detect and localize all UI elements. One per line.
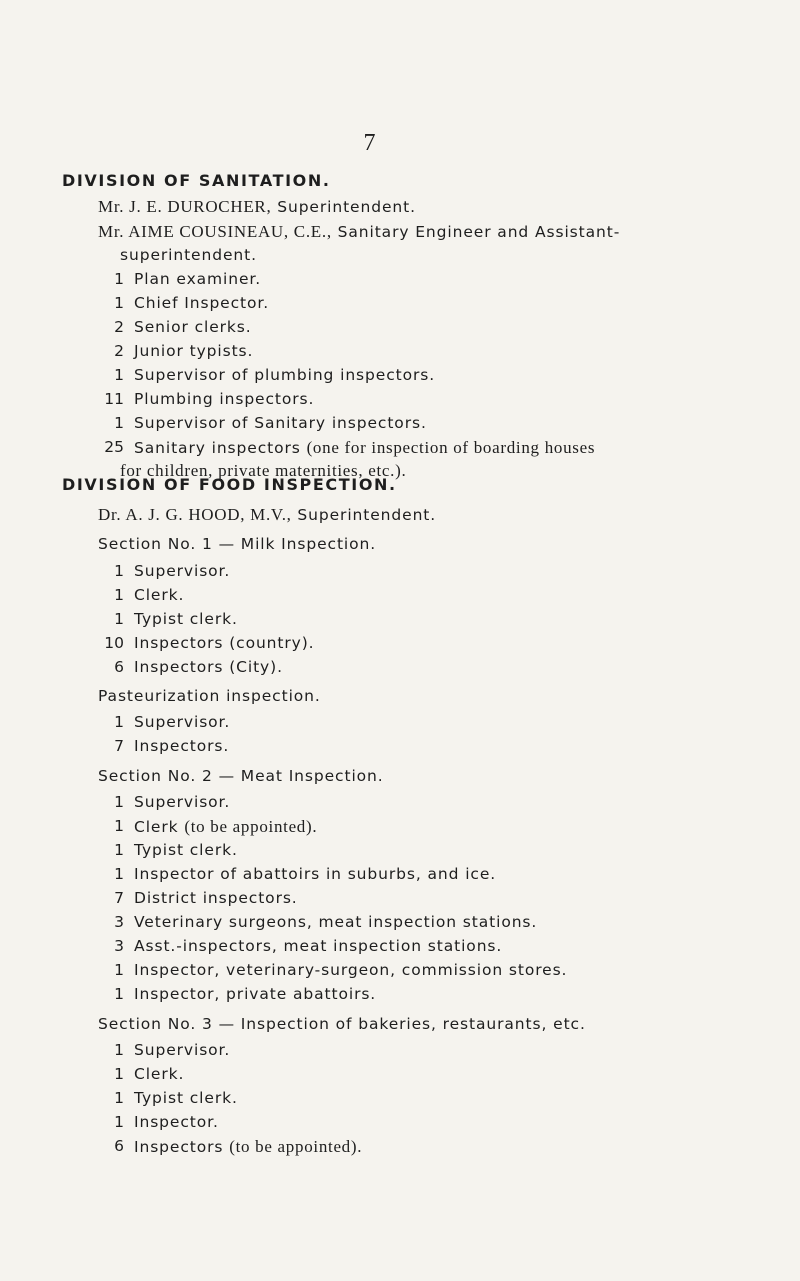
staff-count: 10 — [104, 634, 124, 652]
staff-title: Inspectors — [134, 1138, 224, 1156]
staff-count: 3 — [114, 913, 124, 931]
staff-title-with-note — [134, 1137, 362, 1157]
staff-count: 1 — [114, 1089, 124, 1107]
staff-count: 1 — [114, 610, 124, 628]
assistant-role-cont: superintendent. — [120, 246, 257, 264]
staff-title: Inspectors (City). — [134, 658, 283, 676]
staff-title: Supervisor. — [134, 562, 231, 580]
staff-count: 2 — [114, 318, 124, 336]
staff-title: Inspector, veterinary-surgeon, commission stores. — [134, 961, 568, 979]
staff-count: 1 — [114, 562, 124, 580]
staff-title: Inspector of abattoirs in suburbs, and ice. — [134, 865, 497, 883]
staff-title: Veterinary surgeons, meat inspection stations. — [134, 913, 538, 931]
staff-title: Clerk. — [134, 586, 185, 604]
staff-title: Supervisor. — [134, 1041, 231, 1059]
staff-title: Typist clerk. — [134, 1089, 238, 1107]
staff-count: 1 — [114, 414, 124, 432]
assistant-name: Mr. AIME COUSINEAU, C.E., — [98, 222, 332, 241]
staff-count: 6 — [114, 1137, 124, 1155]
staff-title: Clerk — [134, 818, 179, 836]
staff-title: Sanitary inspectors — [134, 439, 301, 457]
sanitation-superintendent — [98, 197, 416, 217]
staff-count: 1 — [114, 865, 124, 883]
staff-title: District inspectors. — [134, 889, 298, 907]
staff-count: 2 — [114, 342, 124, 360]
staff-count: 7 — [114, 889, 124, 907]
section1-title: Section No. 1 — Milk Inspection. — [98, 535, 377, 553]
staff-title: Junior typists. — [134, 342, 254, 360]
staff-title: Senior clerks. — [134, 318, 252, 336]
page-number: 7 — [363, 130, 376, 156]
staff-count: 1 — [114, 1065, 124, 1083]
staff-count: 1 — [114, 1041, 124, 1059]
section2-title: Section No. 2 — Meat Inspection. — [98, 767, 384, 785]
staff-title: Inspector. — [134, 1113, 219, 1131]
sanitation-heading: DIVISION OF SANITATION. — [62, 171, 331, 190]
staff-title-with-note — [134, 817, 317, 837]
staff-count: 1 — [114, 294, 124, 312]
staff-count: 1 — [114, 841, 124, 859]
staff-title: Plan examiner. — [134, 270, 262, 288]
staff-title: Plumbing inspectors. — [134, 390, 315, 408]
section3-title: Section No. 3 — Inspection of bakeries, restaurants, etc. — [98, 1015, 586, 1033]
staff-count: 1 — [114, 1113, 124, 1131]
staff-title: Chief Inspector. — [134, 294, 270, 312]
superintendent-role: Superintendent. — [277, 198, 416, 216]
staff-count: 1 — [114, 961, 124, 979]
staff-title: Asst.-inspectors, meat inspection stations. — [134, 937, 503, 955]
staff-count: 6 — [114, 658, 124, 676]
staff-title: Clerk. — [134, 1065, 185, 1083]
staff-count: 25 — [104, 438, 124, 456]
staff-title: Inspector, private abattoirs. — [134, 985, 377, 1003]
staff-count: 1 — [114, 793, 124, 811]
staff-count: 1 — [114, 817, 124, 835]
food-heading: DIVISION OF FOOD INSPECTION. — [62, 475, 397, 494]
sanitation-assistant — [98, 222, 620, 242]
staff-title: Inspectors (country). — [134, 634, 315, 652]
staff-count: 1 — [114, 713, 124, 731]
staff-note: (to be appointed). — [184, 817, 318, 836]
staff-title: Supervisor of Sanitary inspectors. — [134, 414, 427, 432]
staff-title: Supervisor. — [134, 713, 231, 731]
staff-count: 1 — [114, 985, 124, 1003]
staff-title: Supervisor of plumbing inspectors. — [134, 366, 436, 384]
staff-note: (one for inspection of boarding houses — [306, 438, 596, 457]
staff-title: Typist clerk. — [134, 610, 238, 628]
food-superintendent-role: Superintendent. — [297, 506, 437, 524]
staff-count: 1 — [114, 270, 124, 288]
staff-count: 11 — [104, 390, 124, 408]
staff-title: Inspectors. — [134, 737, 230, 755]
food-superintendent-name: Dr. A. J. G. HOOD, M.V., — [98, 505, 292, 524]
staff-count: 1 — [114, 366, 124, 384]
staff-title-with-note — [134, 438, 595, 458]
staff-note: (to be appointed). — [229, 1137, 363, 1156]
staff-title: Supervisor. — [134, 793, 231, 811]
pasteurization-title: Pasteurization inspection. — [98, 687, 321, 705]
superintendent-name: Mr. J. E. DUROCHER, — [98, 197, 272, 216]
assistant-role: Sanitary Engineer and Assistant- — [337, 223, 621, 241]
food-superintendent — [98, 505, 436, 525]
staff-note-cont: for children, private maternities, etc.). — [120, 461, 407, 480]
staff-count: 1 — [114, 586, 124, 604]
staff-title: Typist clerk. — [134, 841, 238, 859]
staff-count: 7 — [114, 737, 124, 755]
staff-count: 3 — [114, 937, 124, 955]
